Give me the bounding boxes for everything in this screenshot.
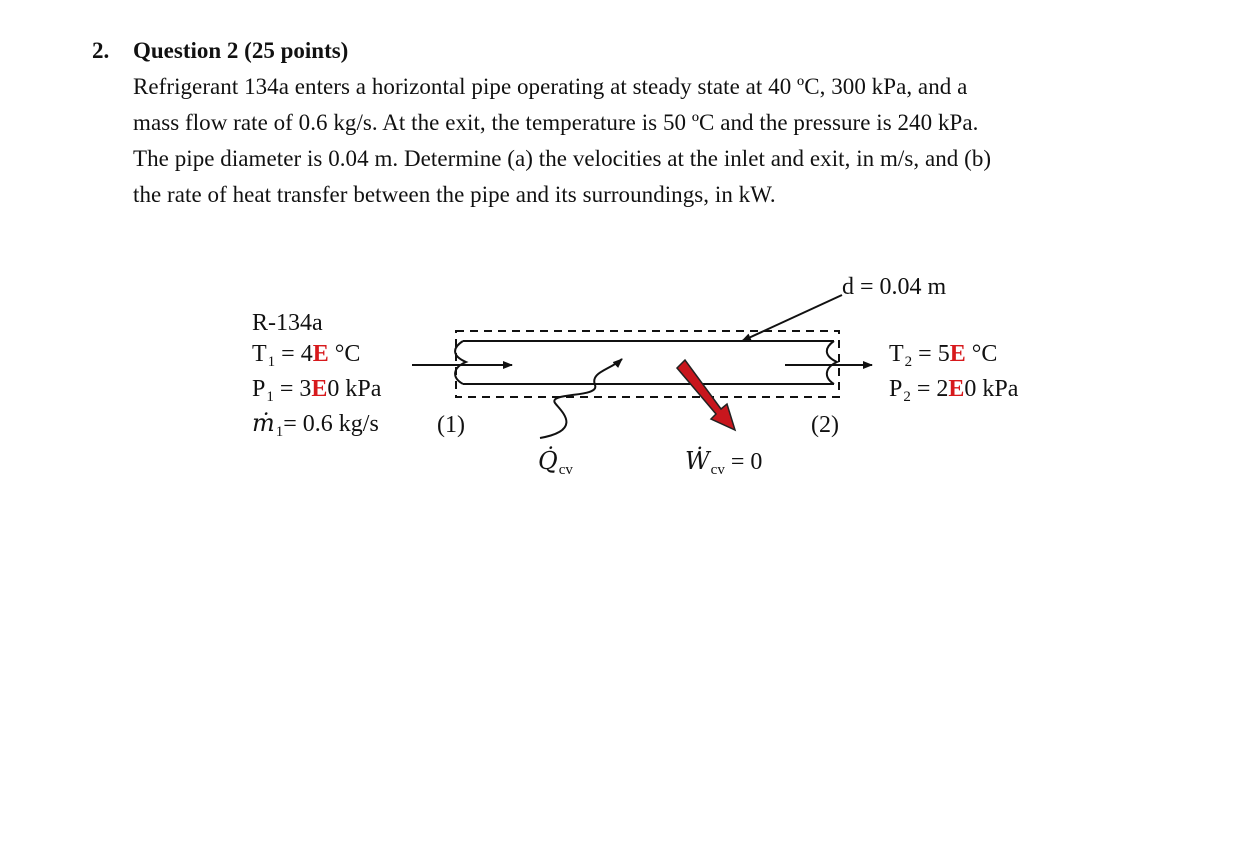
question-title: Question 2 (25 points) <box>133 38 349 63</box>
outlet-temperature-placeholder: E <box>949 341 966 367</box>
inlet-temperature-symbol: T <box>252 341 267 367</box>
question-line-4: the rate of heat transfer between the pipe and its surroundings, in kW. <box>133 182 776 207</box>
question-line-2: mass flow rate of 0.6 kg/s. At the exit, the temperature is 50 ºC and the pressure is 240 kPa. <box>133 110 979 135</box>
question-line-3: The pipe diameter is 0.04 m. Determine (a) the velocities at the inlet and exit, in m/s, and (b) <box>133 146 992 171</box>
fluid-label: R-134a <box>252 310 323 336</box>
outlet-temperature-unit: °C <box>965 341 998 367</box>
inlet-station-label: (1) <box>437 412 465 438</box>
diameter-label: d = 0.04 m <box>842 274 947 300</box>
outlet-pressure-placeholder: E <box>948 376 965 402</box>
inlet-mass-flow <box>252 409 379 441</box>
heat-subscript: cv <box>558 462 573 478</box>
work-arrow <box>677 360 735 430</box>
heat-transfer-label <box>538 447 573 479</box>
inlet-temperature-subscript: 1 <box>267 354 276 370</box>
inlet-pressure <box>252 376 381 406</box>
outlet-pressure <box>889 376 1018 406</box>
outlet-pressure-symbol: P <box>889 376 903 402</box>
work-label <box>685 447 762 479</box>
work-subscript: cv <box>710 462 725 478</box>
outlet-temperature-subscript: 2 <box>904 354 913 370</box>
outlet-temperature <box>889 341 997 371</box>
inlet-temperature <box>252 341 360 371</box>
heat-symbol: Q̇ <box>538 447 558 475</box>
outlet-temperature-value: = 5 <box>918 341 950 367</box>
question-number: 2. <box>92 38 110 63</box>
inlet-pressure-value: = 3 <box>279 376 312 402</box>
inlet-pressure-unit: 0 kPa <box>327 376 382 402</box>
outlet-pressure-unit: 0 kPa <box>964 376 1019 402</box>
inlet-temperature-value: = 4 <box>281 341 313 367</box>
inlet-pressure-subscript: 1 <box>266 389 274 405</box>
inlet-pressure-symbol: P <box>252 376 266 402</box>
inlet-pressure-placeholder: E <box>311 376 328 402</box>
pipe-outlet-end <box>827 341 837 384</box>
mass-flow-symbol: ṁ <box>252 409 275 437</box>
diameter-leader-arrow <box>742 295 842 341</box>
outlet-temperature-symbol: T <box>889 341 904 367</box>
mass-flow-subscript: 1 <box>275 424 284 440</box>
pipe-inlet-end <box>455 341 466 384</box>
heat-transfer-squiggle <box>540 359 622 438</box>
mass-flow-value: = 0.6 kg/s <box>283 411 379 437</box>
question-line-1: Refrigerant 134a enters a horizontal pipe operating at steady state at 40 ºC, 300 kPa, and a <box>133 74 968 99</box>
outlet-station-label: (2) <box>811 412 839 438</box>
work-symbol: Ẇ <box>685 447 710 475</box>
inlet-temperature-unit: °C <box>328 341 361 367</box>
work-value: = 0 <box>724 449 763 475</box>
outlet-pressure-subscript: 2 <box>903 389 911 405</box>
inlet-temperature-placeholder: E <box>312 341 329 367</box>
outlet-pressure-value: = 2 <box>916 376 949 402</box>
